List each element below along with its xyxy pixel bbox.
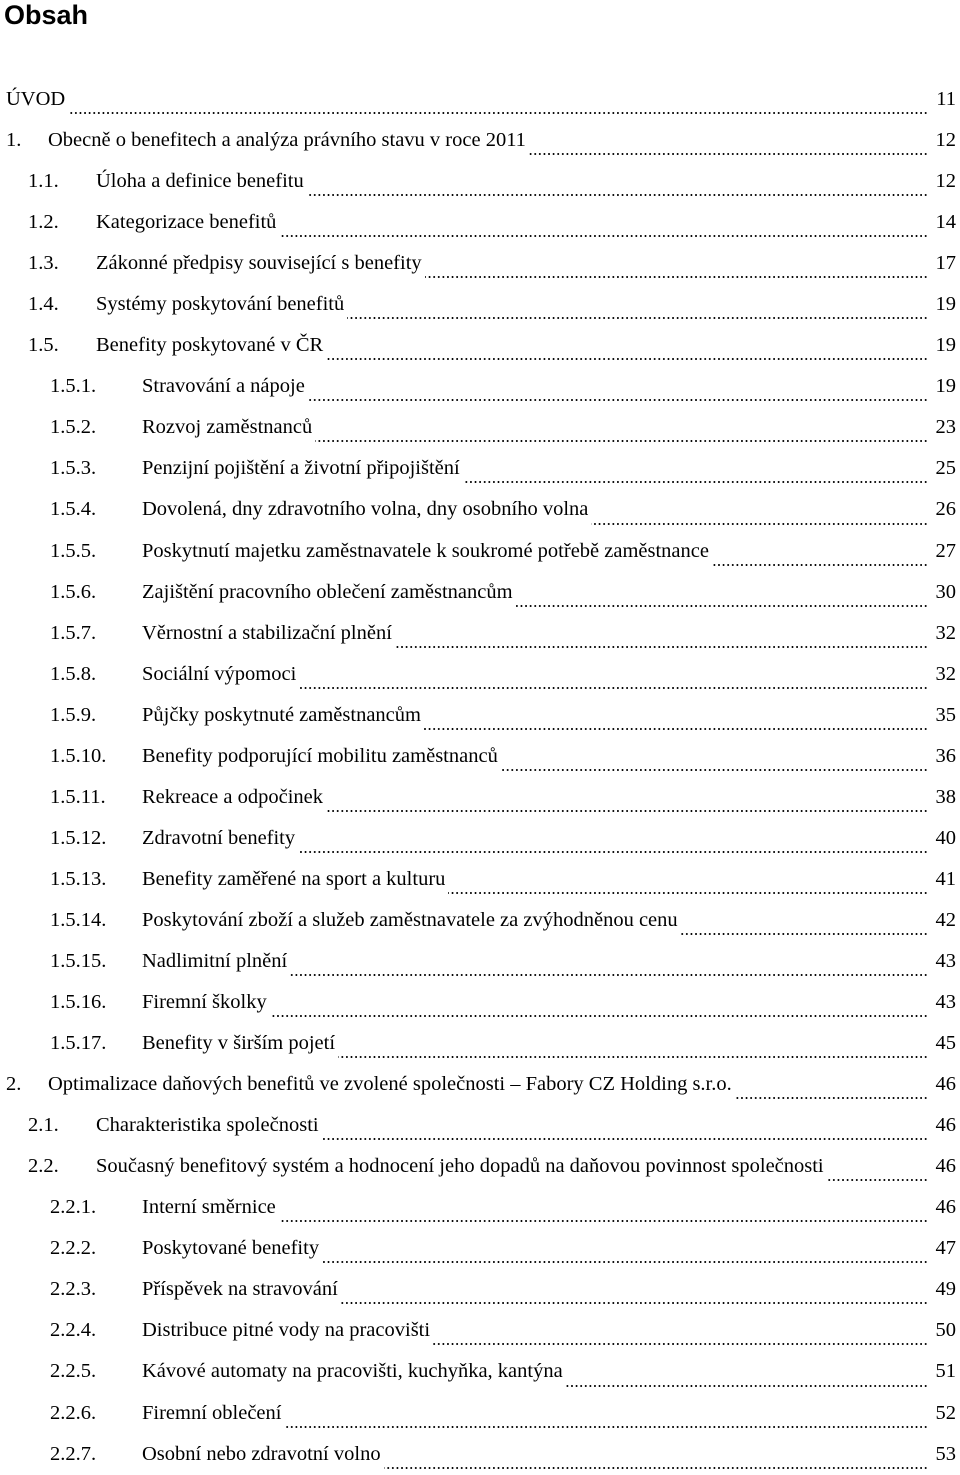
toc-entry[interactable] <box>0 1393 960 1434</box>
toc-entry[interactable] <box>0 900 960 941</box>
toc-entry-number: 1.5.9. <box>50 703 97 726</box>
toc-entry[interactable] <box>0 1434 960 1475</box>
toc-entry-title: Poskytnutí majetku zaměstnavatele k soukromé potřebě zaměstnance <box>142 539 709 562</box>
toc-entry-number: 1. <box>6 129 22 152</box>
toc-entry-number: 2.2.1. <box>50 1196 97 1219</box>
toc-entry[interactable] <box>0 79 960 120</box>
toc-entry-number: 1.5.15. <box>50 950 107 972</box>
toc-entry-title: Obecně o benefitech a analýza právního stavu v roce 2011 <box>48 129 526 152</box>
toc-entry-title: Benefity poskytované v ČR <box>96 334 324 357</box>
toc-entry[interactable] <box>0 1146 960 1187</box>
dot-leader <box>299 687 928 689</box>
toc-entry-page: 26 <box>935 498 956 521</box>
toc-entry-number: 2.2.7. <box>50 1442 97 1465</box>
dot-leader <box>463 481 928 483</box>
toc-entry-number: 1.1. <box>28 170 59 193</box>
toc-entry[interactable] <box>0 1228 960 1269</box>
toc-entry-title: Věrnostní a stabilizační plnění <box>142 621 392 644</box>
toc-entry-page: 38 <box>935 785 956 808</box>
toc-entry-number: 1.3. <box>28 252 59 275</box>
toc-entry-page: 30 <box>935 580 956 603</box>
toc-entry-page: 12 <box>935 129 956 152</box>
dot-leader <box>322 1138 928 1140</box>
dot-leader <box>424 728 928 730</box>
toc-entry-title: Interní směrnice <box>142 1196 276 1219</box>
toc-entry-page: 19 <box>935 375 956 398</box>
toc-entry-page: 50 <box>935 1319 956 1342</box>
toc-entry-page: 51 <box>935 1360 956 1383</box>
toc-entry-page: 14 <box>935 211 956 234</box>
toc-entry[interactable] <box>0 366 960 407</box>
dot-leader <box>308 399 928 401</box>
toc-entry[interactable] <box>0 243 960 284</box>
toc-entry[interactable] <box>0 202 960 243</box>
toc-entry[interactable] <box>0 1064 960 1105</box>
toc-entry-page: 53 <box>935 1442 956 1465</box>
toc-entry-page: 42 <box>935 908 956 931</box>
dot-leader <box>341 1302 928 1304</box>
dot-leader <box>279 1220 928 1222</box>
toc-entry-page: 17 <box>935 252 956 275</box>
toc-entry[interactable] <box>0 120 960 161</box>
toc-entry-page: 46 <box>935 1114 956 1137</box>
toc-entry-number: 1.5.14. <box>50 908 107 931</box>
toc-entry-page: 11 <box>936 88 956 111</box>
toc-entry-number: 1.5.5. <box>50 539 97 562</box>
toc-entry-title: Půjčky poskytnuté zaměstnancům <box>142 703 421 726</box>
toc-entry-page: 46 <box>935 1196 956 1219</box>
toc-entry[interactable] <box>0 531 960 572</box>
toc-entry-number: 1.5.17. <box>50 1032 107 1055</box>
dot-leader <box>448 892 928 894</box>
toc-entry-title: Firemní školky <box>142 991 267 1014</box>
toc-entry-number: 1.5.12. <box>50 826 107 849</box>
dot-leader <box>270 1015 928 1017</box>
toc-entry-page: 25 <box>935 457 956 480</box>
toc-entry-page: 23 <box>935 416 956 439</box>
dot-leader <box>384 1467 928 1469</box>
dot-leader <box>501 769 928 771</box>
dot-leader <box>290 974 928 976</box>
toc-entry-title: Zajištění pracovního oblečení zaměstnancům <box>142 580 513 603</box>
toc-entry[interactable] <box>0 982 960 1023</box>
toc-entry-title: Distribuce pitné vody na pracovišti <box>142 1319 431 1342</box>
toc-entry[interactable] <box>0 572 960 613</box>
dot-leader <box>338 1056 928 1058</box>
dot-leader <box>516 605 928 607</box>
toc-entry-page: 43 <box>935 950 956 972</box>
toc-entry[interactable] <box>0 161 960 202</box>
toc-entry[interactable] <box>0 818 960 859</box>
toc-entry-title: Benefity podporující mobilitu zaměstnanců <box>142 744 498 767</box>
toc-entry-number: 2.2.3. <box>50 1278 97 1301</box>
toc-entry-page: 19 <box>935 293 956 316</box>
dot-leader <box>307 194 928 196</box>
toc-entry-page: 47 <box>935 1237 956 1260</box>
toc-entry-page: 27 <box>935 539 956 562</box>
dot-leader <box>681 933 928 935</box>
toc-entry-number: 2. <box>6 1073 22 1096</box>
toc-entry[interactable] <box>0 777 960 818</box>
toc-entry[interactable] <box>0 407 960 448</box>
page-title: Obsah <box>4 0 89 30</box>
toc-entry-page: 40 <box>935 826 956 849</box>
toc-entry-title: Optimalizace daňových benefitů ve zvolené společnosti – Fabory CZ Holding s.r.o. <box>48 1073 732 1096</box>
toc-entry-title: Charakteristika společnosti <box>96 1114 319 1137</box>
toc-entry-title: Sociální výpomoci <box>142 662 297 685</box>
dot-leader <box>529 153 928 155</box>
toc-entry-title: Poskytování zboží a služeb zaměstnavatele za zvýhodněnou cenu <box>142 908 678 931</box>
dot-leader <box>347 317 928 319</box>
toc-entry-page: 46 <box>935 1155 956 1178</box>
toc-entry-page: 32 <box>935 621 956 644</box>
toc-entry-number: 1.2. <box>28 211 59 234</box>
toc-entry-page: 49 <box>935 1278 956 1301</box>
toc-entry[interactable] <box>0 859 960 900</box>
toc-entry[interactable] <box>0 448 960 489</box>
toc-entry-number: 1.5.7. <box>50 621 97 644</box>
toc-entry[interactable] <box>0 1269 960 1310</box>
toc-entry-title: Systémy poskytování benefitů <box>96 293 345 316</box>
toc-entry-page: 45 <box>935 1032 956 1055</box>
toc-entry-title: Dovolená, dny zdravotního volna, dny osobního volna <box>142 498 589 521</box>
toc-entry-title: Penzijní pojištění a životní připojištění <box>142 457 460 480</box>
dot-leader <box>315 440 928 442</box>
toc-entry[interactable] <box>0 736 960 777</box>
toc-entry-title: Nadlimitní plnění <box>142 950 288 972</box>
toc-entry[interactable] <box>0 1351 960 1392</box>
toc-entry-title: Benefity zaměřené na sport a kulturu <box>142 867 446 890</box>
toc-entry-number: 2.2.5. <box>50 1360 97 1383</box>
toc-entry-title: Benefity v širším pojetí <box>142 1032 336 1055</box>
toc-entry[interactable] <box>0 695 960 736</box>
toc-entry-title: Úloha a definice benefitu <box>96 170 304 193</box>
dot-leader <box>284 1426 928 1428</box>
dot-leader <box>68 112 928 114</box>
toc-entry-number: 2.2.4. <box>50 1319 97 1342</box>
dot-leader <box>326 358 928 360</box>
toc-entry-number: 1.5.8. <box>50 662 97 685</box>
toc-entry[interactable] <box>0 489 960 530</box>
toc-entry-title: Zdravotní benefity <box>142 826 296 849</box>
toc-entry-page: 52 <box>935 1401 956 1424</box>
dot-leader <box>298 851 928 853</box>
toc-entry-number: 2.2.2. <box>50 1237 97 1260</box>
toc-entry-number: 1.5.10. <box>50 744 107 767</box>
toc-entry-title: Poskytované benefity <box>142 1237 320 1260</box>
toc-entry-title: Rekreace a odpočinek <box>142 785 323 808</box>
dot-leader <box>735 1097 928 1099</box>
dot-leader <box>326 810 928 812</box>
toc-entry-title: Kávové automaty na pracovišti, kuchyňka, kantýna <box>142 1360 563 1383</box>
toc-entry-number: 1.5.2. <box>50 416 97 439</box>
dot-leader <box>712 564 928 566</box>
toc-entry[interactable] <box>0 1187 960 1228</box>
toc-entry-page: 32 <box>935 662 956 685</box>
dot-leader <box>566 1385 928 1387</box>
toc-entry-page: 41 <box>935 867 956 890</box>
toc-entry[interactable] <box>0 654 960 695</box>
toc-entry-page: 19 <box>935 334 956 357</box>
toc-entry-title: Stravování a nápoje <box>142 375 305 398</box>
toc-entry-title: Rozvoj zaměstnanců <box>142 416 313 439</box>
toc-entry-page: 12 <box>935 170 956 193</box>
toc-entry-number: 1.5.4. <box>50 498 97 521</box>
toc-entry[interactable] <box>0 1310 960 1351</box>
toc-entry[interactable] <box>0 613 960 654</box>
toc-entry-number: 1.5.11. <box>50 785 106 808</box>
table-of-contents <box>0 79 960 1475</box>
toc-entry-number: 1.5.16. <box>50 991 107 1014</box>
toc-entry-title: Firemní oblečení <box>142 1401 282 1424</box>
dot-leader <box>425 276 928 278</box>
toc-entry-number: 2.1. <box>28 1114 59 1137</box>
toc-entry-title: Osobní nebo zdravotní volno <box>142 1442 381 1465</box>
toc-entry-number: 1.5. <box>28 334 59 357</box>
dot-leader <box>322 1261 928 1263</box>
toc-entry-number: 1.5.6. <box>50 580 97 603</box>
toc-entry-title: Zákonné předpisy související s benefity <box>96 252 422 275</box>
dot-leader <box>827 1179 928 1181</box>
dot-leader <box>433 1343 928 1345</box>
dot-leader <box>591 523 928 525</box>
toc-entry-number: 1.5.13. <box>50 867 107 890</box>
toc-entry[interactable] <box>0 284 960 325</box>
dot-leader <box>279 235 928 237</box>
toc-entry-page: 46 <box>935 1073 956 1096</box>
toc-entry-title: Současný benefitový systém a hodnocení jeho dopadů na daňovou povinnost společnosti <box>96 1155 824 1178</box>
dot-leader <box>395 646 928 648</box>
toc-entry-title: Kategorizace benefitů <box>96 211 277 234</box>
toc-entry[interactable] <box>0 1023 960 1064</box>
toc-entry-page: 43 <box>935 991 956 1014</box>
toc-entry-page: 36 <box>935 744 956 767</box>
toc-entry-title: Příspěvek na stravování <box>142 1278 338 1301</box>
toc-entry-number: 2.2. <box>28 1155 59 1178</box>
toc-entry-number: 2.2.6. <box>50 1401 97 1424</box>
toc-entry[interactable] <box>0 325 960 366</box>
toc-entry-number: 1.5.1. <box>50 375 97 398</box>
toc-entry[interactable] <box>0 941 960 982</box>
toc-entry[interactable] <box>0 1105 960 1146</box>
toc-entry-number: ÚVOD <box>6 88 66 111</box>
toc-entry-page: 35 <box>935 703 956 726</box>
toc-entry-number: 1.5.3. <box>50 457 97 480</box>
toc-entry-number: 1.4. <box>28 293 59 316</box>
